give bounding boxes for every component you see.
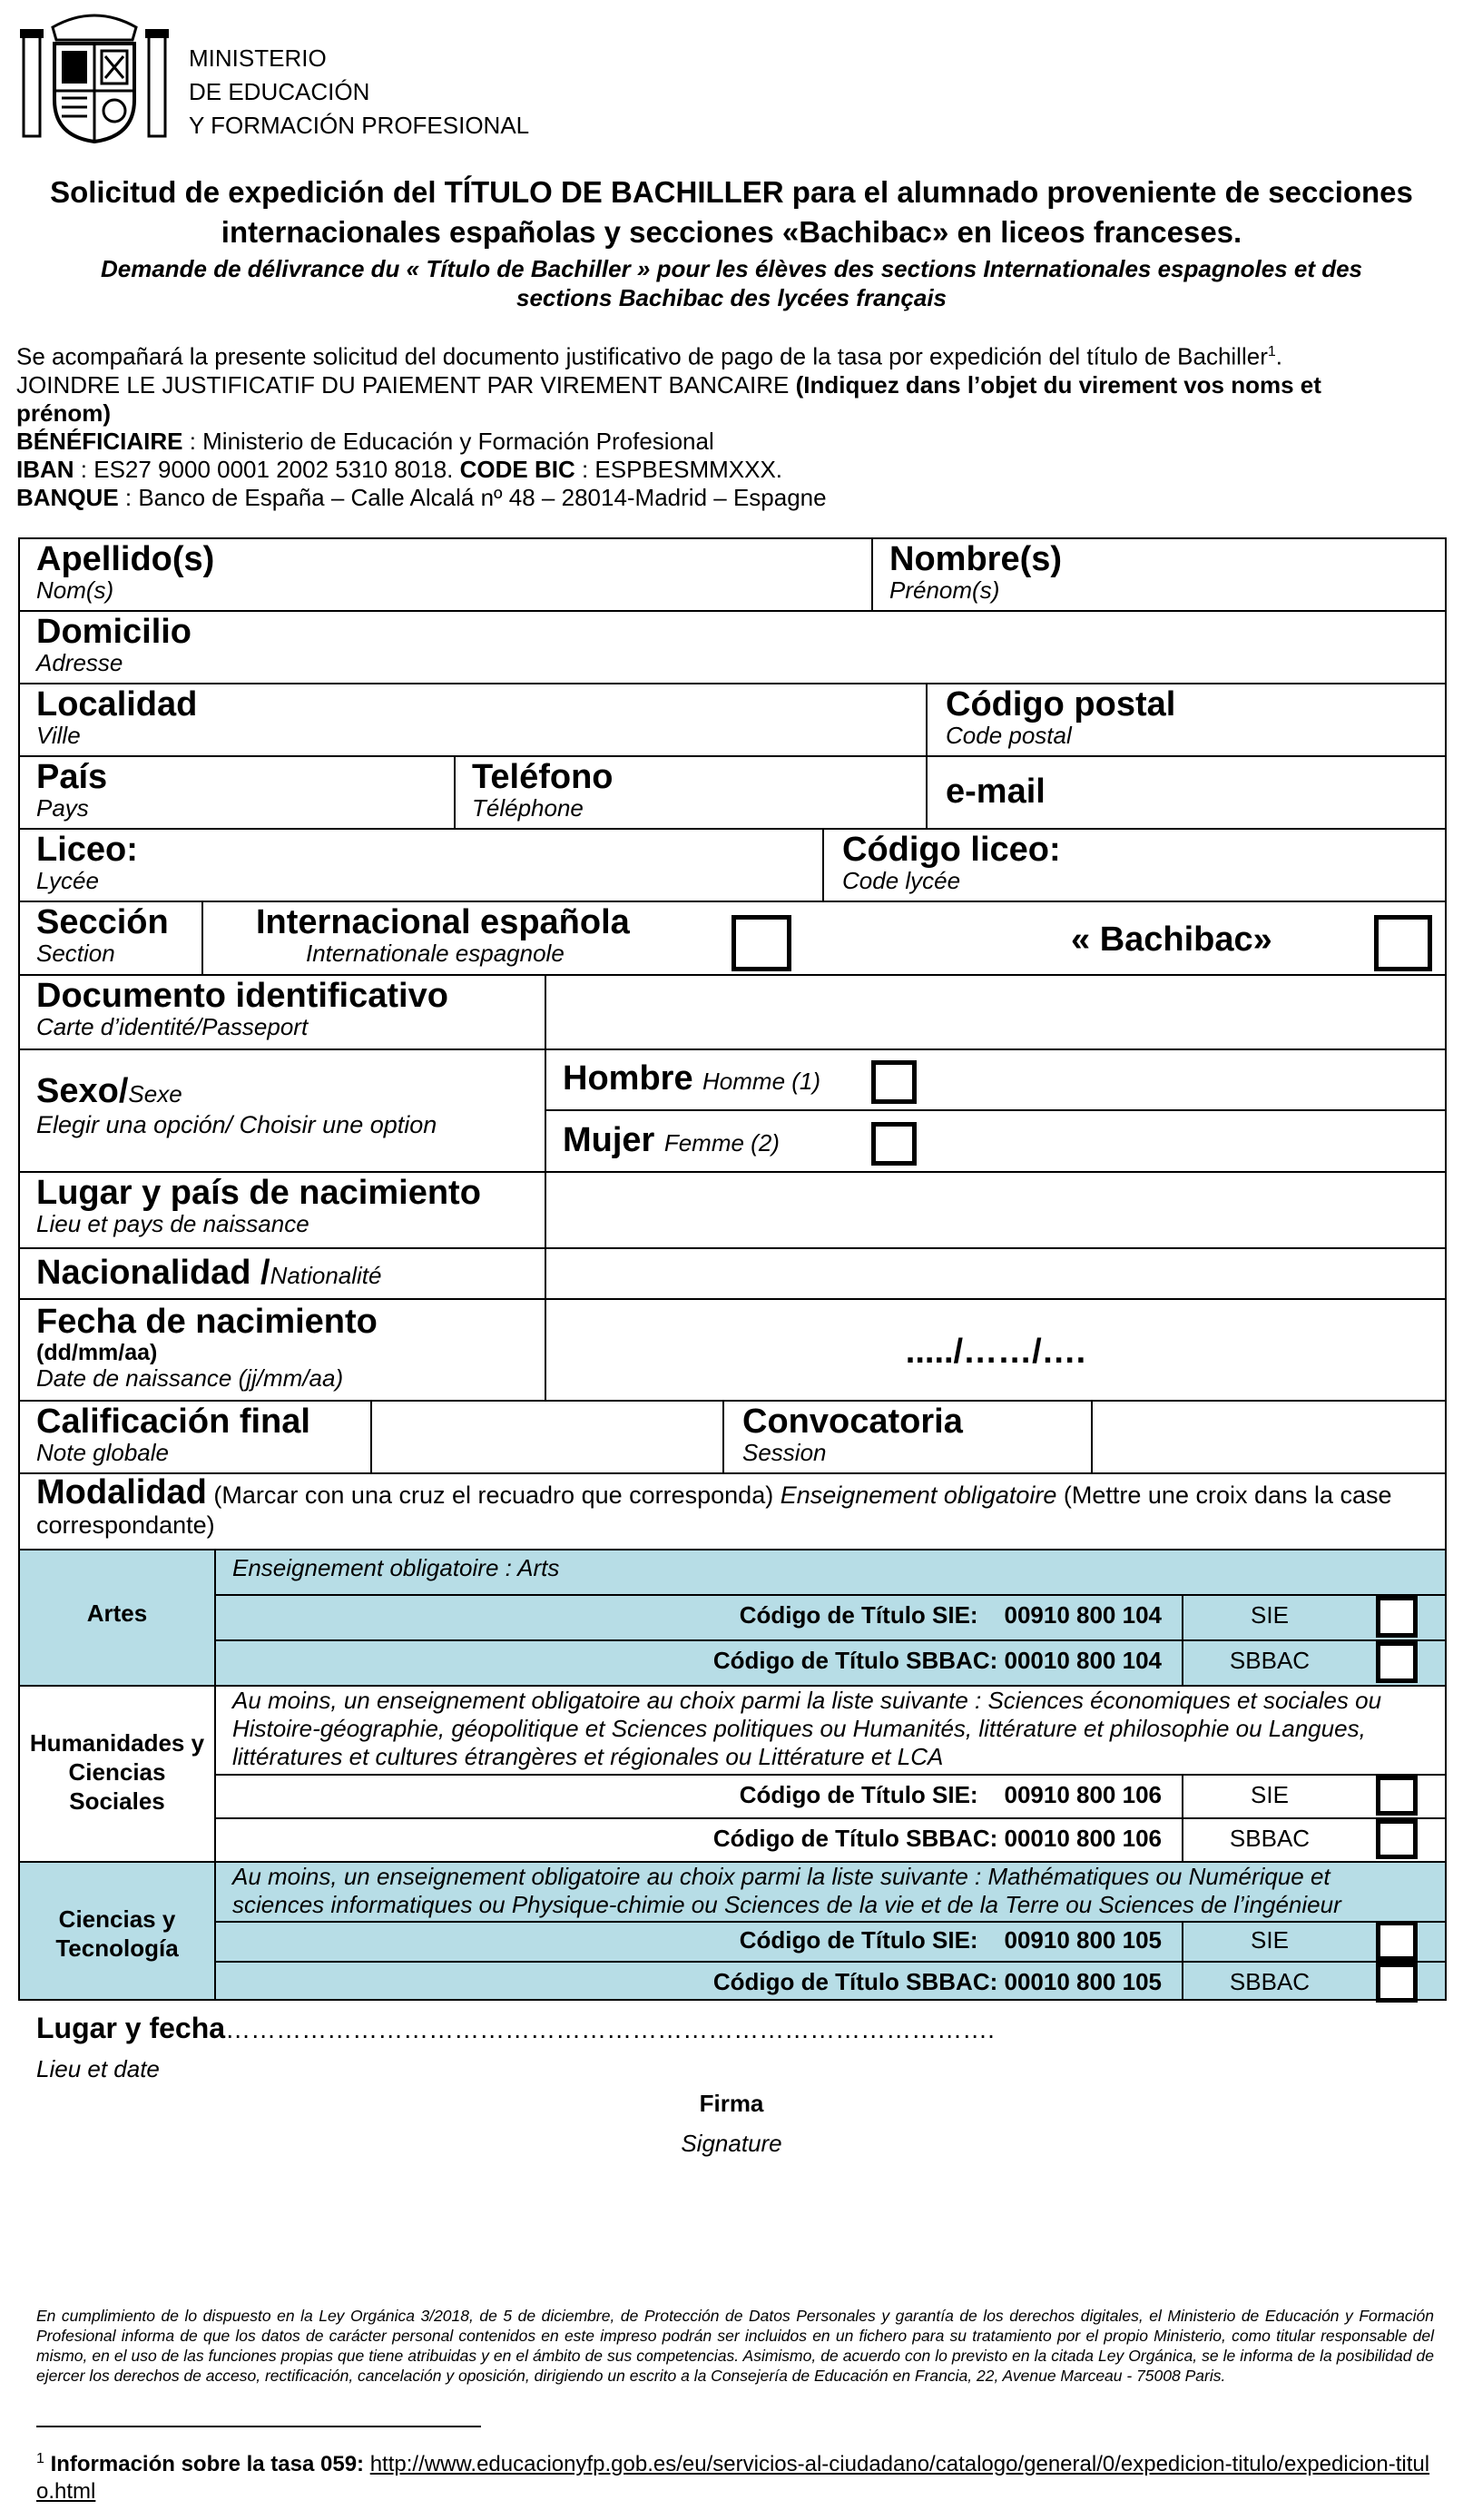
address-label-fr: Adresse xyxy=(36,649,123,676)
international-label: Internacional española xyxy=(256,903,630,941)
city-label-fr: Ville xyxy=(36,722,81,749)
place-date-label: Lugar y fecha xyxy=(36,2012,226,2044)
footnote-label: Información sobre la tasa 059: xyxy=(44,2452,370,2476)
nationality-label: Nacionalidad / xyxy=(36,1254,270,1292)
title-code-sie: Código de Título SIE: 00910 800 104 xyxy=(739,1601,1162,1629)
first-name-label: Nombre(s) xyxy=(889,540,1063,578)
bic-value: : ESPBESMMXXX. xyxy=(574,455,783,483)
iban-line xyxy=(16,456,1450,484)
iban-value: : ES27 9000 0001 2002 5310 8018. xyxy=(74,455,460,483)
beneficiary-line xyxy=(16,428,1450,456)
title-code-sbbac: Código de Título SBBAC: 00010 800 105 xyxy=(712,1968,1162,1995)
first-name-field[interactable] xyxy=(889,541,1434,603)
birthplace-label-cell xyxy=(36,1175,545,1236)
footnote-ref: 1 xyxy=(1267,344,1276,359)
intro-text: JOINDRE LE JUSTIFICATIF DU PAIEMENT PAR VIREMENT BANCAIRE xyxy=(16,370,796,399)
surname-label-fr: Nom(s) xyxy=(36,576,114,604)
beneficiary-value: : Ministerio de Educación y Formación Profesional xyxy=(182,427,714,455)
lycee-code-label: Código liceo: xyxy=(842,831,1061,869)
intro-text: Se acompañará la presente solicitud del documento justificativo de pago de la tasa por expedición del título de Bachiller xyxy=(16,342,1268,370)
title-code-sbbac: Código de Título SBBAC: 00010 800 106 xyxy=(712,1825,1162,1852)
birthplace-label-fr: Lieu et pays de naissance xyxy=(36,1210,309,1237)
footnote-number: 1 xyxy=(36,2451,44,2466)
modality-instructions: (Mettre une croix dans la case xyxy=(1056,1481,1392,1509)
modality-name-artes: Artes xyxy=(86,1600,148,1627)
id-document-input[interactable] xyxy=(546,976,1445,1047)
title-code-sie: Código de Título SIE: 00910 800 106 xyxy=(739,1781,1162,1808)
final-grade-label: Calificación final xyxy=(36,1403,310,1441)
id-document-label: Documento identificativo xyxy=(36,977,448,1015)
address-field[interactable] xyxy=(36,614,1434,675)
data-protection-notice: En cumplimiento de lo dispuesto en la Ley Orgánica 3/2018, de 5 de diciembre, de Protección de Datos Personales y garantía de los derechos digitales, el Ministerio de Educación y Formación Profesional informa de que los datos de carácter personal contenidos en este impreso podrán ser incluidos en un fichero para su tratamiento por el propio Ministerio, como titular responsable del mismo, en el uso de las funciones propias que tiene atribuidas y en el ámbito de sus competencias. Asimismo, de acuerdo con lo previsto en la citada Ley Orgánica, se le informa de la posibilidad de ejercer los derechos de acceso, rectificación, cancelación y oposición, dirigiendo un escrito a la Consejería de Educación en Francia, 22, Avenue Marceau - 75008 Paris. xyxy=(36,2307,1434,2385)
birthplace-input[interactable] xyxy=(546,1173,1445,1245)
lycee-code-label-fr: Code lycée xyxy=(842,867,961,894)
sbbac-checkbox[interactable] xyxy=(1376,1963,1418,2003)
session-label: Convocatoria xyxy=(742,1403,963,1441)
modality-title: Modalidad xyxy=(36,1473,207,1511)
modality-name-humanities: Humanidades y Ciencias Sociales xyxy=(29,1729,205,1815)
ministry-line: DE EDUCACIÓN xyxy=(189,78,370,105)
sbbac-checkbox[interactable] xyxy=(1376,1819,1418,1859)
phone-label: Teléfono xyxy=(472,758,614,796)
final-grade-label-fr: Note globale xyxy=(36,1439,169,1466)
footnote-divider xyxy=(36,2426,481,2427)
iban-label: IBAN xyxy=(16,455,74,483)
birthdate-label: Fecha de nacimiento xyxy=(36,1303,378,1341)
sex-label-fr: Sexe xyxy=(128,1080,182,1107)
modality-description: Au moins, un enseignement obligatoire au choix parmi la liste suivante : Sciences économiques et sociales ou Histoire-géographie, géopolitique et Sciences politiques ou Humanités, littérature et philosophie ou Langues, littératures et cultures étrangères et régionales ou Littérature et LCA xyxy=(232,1687,1382,1770)
bank-line xyxy=(16,484,1450,512)
email-field[interactable] xyxy=(946,773,1436,810)
intro-line: Se acompañará la presente solicitud del documento justificativo de pago de la tasa por expedición del título de Bachiller$^1$. xyxy=(16,342,1282,370)
ministry-name xyxy=(189,42,529,143)
session-label-cell xyxy=(742,1403,1087,1465)
sbbac-checkbox[interactable] xyxy=(1376,1641,1418,1683)
modality-name-sciences: Ciencias y Tecnología xyxy=(55,1905,179,1962)
title-spanish xyxy=(0,172,1463,252)
country-field[interactable] xyxy=(36,759,445,821)
sex-label xyxy=(36,1073,545,1109)
male-label: Hombre xyxy=(563,1059,693,1098)
email-label: e-mail xyxy=(946,773,1046,811)
title-french xyxy=(0,254,1463,312)
place-date-dots: ………………………………………………………………………………. xyxy=(225,2015,995,2043)
session-label-fr: Session xyxy=(742,1439,827,1466)
title-line: Demande de délivrance du « Título de Bachiller » pour les élèves des sections Internationales espagnoles et des xyxy=(100,255,1363,282)
female-checkbox[interactable] xyxy=(871,1122,917,1166)
id-document-label-fr: Carte d’identité/Passeport xyxy=(36,1013,309,1040)
country-label: País xyxy=(36,758,108,796)
intro-text-bold: prénom) xyxy=(16,399,111,427)
male-checkbox[interactable] xyxy=(871,1060,917,1104)
ministry-line: Y FORMACIÓN PROFESIONAL xyxy=(189,112,530,139)
postal-code-label-fr: Code postal xyxy=(946,722,1072,749)
modality-instructions: correspondante) xyxy=(36,1511,215,1539)
sie-checkbox[interactable] xyxy=(1376,1596,1418,1638)
place-date-line[interactable] xyxy=(36,2012,1434,2045)
city-field[interactable] xyxy=(36,686,908,748)
title-code-sbbac: Código de Título SBBAC: 00010 800 104 xyxy=(712,1647,1162,1674)
coat-of-arms-logo xyxy=(16,9,172,145)
postal-code-label: Código postal xyxy=(946,685,1176,724)
first-name-label-fr: Prénom(s) xyxy=(889,576,1000,604)
city-label: Localidad xyxy=(36,685,198,724)
nationality-label-fr: Nationalité xyxy=(270,1262,382,1289)
phone-field[interactable] xyxy=(472,759,917,821)
section-label-fr: Section xyxy=(36,940,115,967)
birthdate-label-cell xyxy=(36,1304,545,1391)
sex-label-es: Sexo/ xyxy=(36,1072,129,1110)
address-label: Domicilio xyxy=(36,613,192,651)
international-checkbox[interactable] xyxy=(732,915,791,971)
type-label-sbbac: SBBAC xyxy=(1229,1647,1311,1674)
modality-description: Enseignement obligatoire : Arts xyxy=(232,1554,560,1581)
session-input[interactable] xyxy=(1093,1402,1445,1471)
lycee-code-field[interactable] xyxy=(842,832,1432,893)
final-grade-label-cell xyxy=(36,1403,363,1465)
bank-label: BANQUE xyxy=(16,483,119,511)
intro-text-bold: (Indiquez dans l’objet du virement vos noms et xyxy=(795,370,1321,399)
type-label-sie: SIE xyxy=(1251,1926,1289,1954)
international-label-fr: Internationale espagnole xyxy=(306,940,565,967)
bachibac-checkbox[interactable] xyxy=(1374,915,1432,971)
bank-value: : Banco de España – Calle Alcalá nº 48 – 28014-Madrid – Espagne xyxy=(118,483,827,511)
modality-instructions: (Marcar con una cruz el recuadro que corresponda) xyxy=(206,1481,781,1509)
place-date-label-fr: Lieu et date xyxy=(36,2055,160,2082)
final-grade-input[interactable] xyxy=(372,1402,721,1471)
fee-info-link[interactable]: http://www.educacionyfp.gob.es/eu/servicios-al-ciudadano/catalogo/general/0/expedicion-titulo/expedicion-titulo.html xyxy=(36,2452,1430,2504)
type-label-sbbac: SBBAC xyxy=(1229,1968,1311,1995)
sex-label-cell xyxy=(36,1073,545,1140)
surname-field[interactable] xyxy=(36,541,853,603)
surname-label: Apellido(s) xyxy=(36,540,215,578)
title-line: internacionales españolas y secciones «Bachibac» en liceos franceses. xyxy=(221,215,1242,249)
birthdate-label-fr: Date de naissance (jj/mm/aa) xyxy=(36,1364,344,1392)
modality-instructions-fr: Enseignement obligatoire xyxy=(780,1481,1057,1509)
nationality-input[interactable] xyxy=(546,1249,1445,1296)
signature-label-fr: Signature xyxy=(681,2130,782,2157)
female-label: Mujer xyxy=(563,1121,655,1159)
sie-checkbox[interactable] xyxy=(1376,1921,1418,1961)
footnote xyxy=(36,2446,1434,2505)
type-label-sie: SIE xyxy=(1251,1601,1289,1629)
postal-code-field[interactable] xyxy=(946,686,1436,748)
phone-label-fr: Téléphone xyxy=(472,794,584,822)
ministry-line: MINISTERIO xyxy=(189,44,327,72)
modality-description: Au moins, un enseignement obligatoire au choix parmi la liste suivante : Mathématiques ou Numérique et sciences informatiques ou Physique-chimie ou Sciences de la vie et de la Terre ou Sciences de l’ingénieur xyxy=(232,1863,1341,1918)
male-label-fr: Homme (1) xyxy=(702,1068,821,1095)
international-section-option xyxy=(256,904,710,966)
title-code-sie: Código de Título SIE: 00910 800 105 xyxy=(739,1926,1162,1954)
sex-hint: Elegir una opción/ Choisir une option xyxy=(36,1111,437,1138)
lycee-label-fr: Lycée xyxy=(36,867,99,894)
intro-block xyxy=(16,338,1450,512)
sie-checkbox[interactable] xyxy=(1376,1776,1418,1816)
modality-header xyxy=(36,1474,1434,1540)
country-label-fr: Pays xyxy=(36,794,89,822)
title-line: Solicitud de expedición del TÍTULO DE BACHILLER para el alumnado proveniente de secciones xyxy=(50,175,1413,209)
intro-line xyxy=(16,371,1450,399)
bachibac-option-label: « Bachibac» xyxy=(1071,920,1272,959)
signature-label: Firma xyxy=(699,2090,764,2117)
female-label-fr: Femme (2) xyxy=(663,1129,780,1157)
section-label: Sección xyxy=(36,903,169,941)
title-line: sections Bachibac des lycées français xyxy=(515,284,948,311)
type-label-sbbac: SBBAC xyxy=(1229,1825,1311,1852)
nationality-label-cell xyxy=(36,1255,545,1291)
lycee-field[interactable] xyxy=(36,832,808,893)
section-label-cell xyxy=(36,904,200,966)
bic-label: CODE BIC xyxy=(459,455,575,483)
id-document-label-cell xyxy=(36,978,545,1039)
lycee-label: Liceo: xyxy=(36,831,138,869)
birthdate-input[interactable]: ...../……/…. xyxy=(905,1333,1086,1371)
birthdate-format: (dd/mm/aa) xyxy=(36,1340,158,1365)
type-label-sie: SIE xyxy=(1251,1781,1289,1808)
birthplace-label: Lugar y país de nacimiento xyxy=(36,1174,481,1212)
beneficiary-label: BÉNÉFICIAIRE xyxy=(16,427,183,455)
